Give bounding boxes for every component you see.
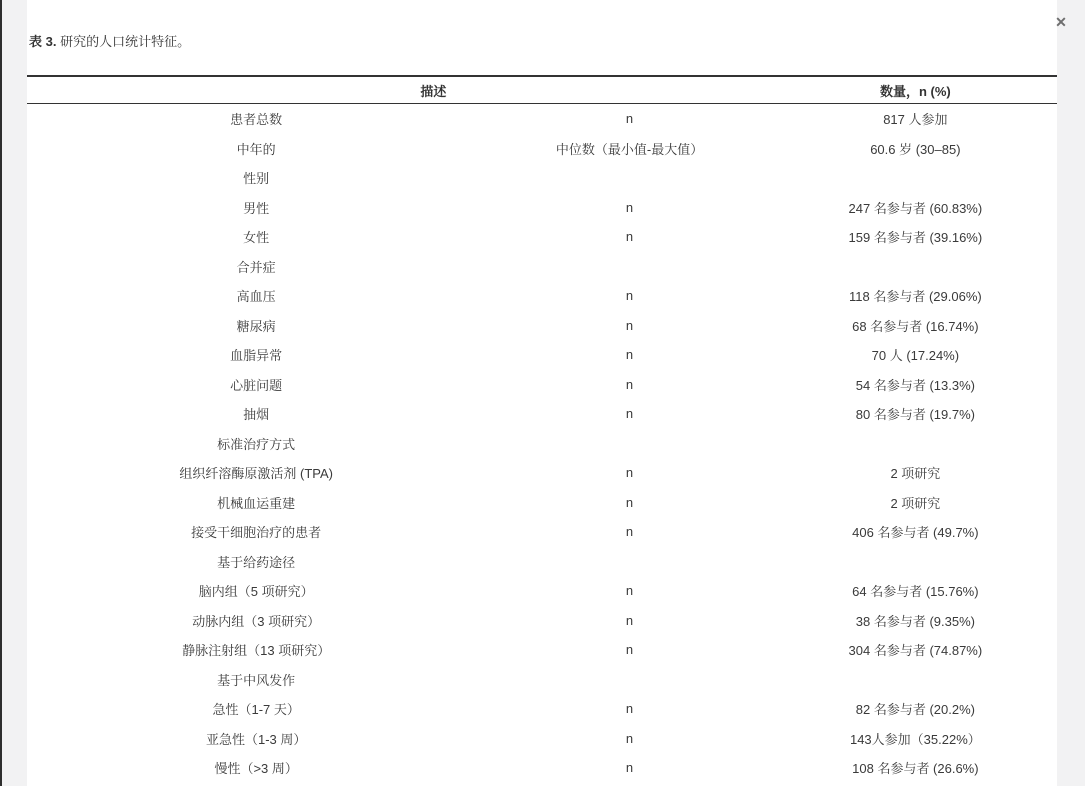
row-label: 急性（1-7 天） <box>212 702 300 718</box>
row-measure <box>485 252 773 282</box>
table-header <box>27 76 1057 104</box>
column-header-description: 描述 <box>27 76 774 104</box>
row-label: 接受干细胞治疗的患者 <box>191 525 322 541</box>
row-value: 143人参加（35.22%） <box>849 731 981 747</box>
close-button[interactable] <box>1048 10 1074 34</box>
row-measure <box>485 665 773 695</box>
row-label: 基于中风发作 <box>217 672 296 688</box>
table-row <box>27 458 1057 488</box>
table-row <box>27 340 1057 370</box>
table-caption-text: 研究的人口统计特征。 <box>56 34 191 49</box>
row-measure: n <box>625 494 634 510</box>
table-row <box>27 104 1057 134</box>
section-header-row <box>27 547 1057 577</box>
row-label: 高血压 <box>236 289 276 305</box>
table-row <box>27 517 1057 547</box>
row-label: 血脂异常 <box>230 348 283 364</box>
section-header-row <box>27 665 1057 695</box>
row-value: 2 项研究 <box>890 495 941 511</box>
row-label: 女性 <box>243 230 270 246</box>
row-value <box>774 665 1057 695</box>
row-label: 基于给药途径 <box>217 554 296 570</box>
header-row <box>27 76 1057 104</box>
row-measure: n <box>625 406 634 422</box>
table-row <box>27 399 1057 429</box>
row-measure: n <box>625 288 634 304</box>
row-value: 64 名参与者 (15.76%) <box>852 584 979 600</box>
table-row <box>27 193 1057 223</box>
row-value: 38 名参与者 (9.35%) <box>855 613 975 629</box>
row-measure: n <box>625 642 634 658</box>
row-measure: n <box>625 760 634 776</box>
table-row <box>27 635 1057 665</box>
table-caption <box>27 0 1057 49</box>
section-header-row <box>27 429 1057 459</box>
row-measure: n <box>625 317 634 333</box>
row-measure: 中位数（最小值-最大值） <box>555 141 704 157</box>
row-label: 脑内组（5 项研究） <box>198 584 314 600</box>
table-row <box>27 488 1057 518</box>
row-value: 159 名参与者 (39.16%) <box>848 230 983 246</box>
row-measure <box>485 547 773 577</box>
close-icon: ✕ <box>1055 14 1067 30</box>
row-label: 静脉注射组（13 项研究） <box>182 643 331 659</box>
content-panel <box>27 0 1057 786</box>
section-header-row <box>27 163 1057 193</box>
row-measure: n <box>625 465 634 481</box>
row-value: 247 名参与者 (60.83%) <box>848 200 983 216</box>
column-header-quantity: 数量，n (%) <box>774 76 1057 104</box>
table-row <box>27 370 1057 400</box>
row-measure: n <box>625 229 634 245</box>
window-left-border <box>0 0 2 786</box>
table-row <box>27 281 1057 311</box>
table-caption-number: 表 3. <box>29 34 57 49</box>
row-label: 性别 <box>243 171 270 187</box>
row-value: 118 名参与者 (29.06%) <box>849 289 982 305</box>
table-row <box>27 134 1057 164</box>
row-value: 54 名参与者 (13.3%) <box>855 377 975 393</box>
row-measure: n <box>625 347 634 363</box>
row-measure: n <box>625 730 634 746</box>
row-value: 2 项研究 <box>890 466 941 482</box>
row-measure: n <box>625 583 634 599</box>
row-value: 304 名参与者 (74.87%) <box>848 643 983 659</box>
demographics-table <box>27 75 1057 783</box>
table-row <box>27 724 1057 754</box>
row-value: 108 名参与者 (26.6%) <box>852 761 979 777</box>
row-label: 抽烟 <box>243 407 270 423</box>
row-label: 中年的 <box>236 141 276 157</box>
row-label: 机械血运重建 <box>217 495 296 511</box>
row-measure: n <box>625 111 634 127</box>
row-measure: n <box>625 612 634 628</box>
row-value <box>774 547 1057 577</box>
row-value: 817 人参加 <box>883 112 948 128</box>
table-row <box>27 222 1057 252</box>
row-measure: n <box>625 376 634 392</box>
row-value: 80 名参与者 (19.7%) <box>855 407 975 423</box>
row-measure: n <box>625 199 634 215</box>
row-label: 亚急性（1-3 周） <box>205 731 307 747</box>
row-measure <box>485 163 773 193</box>
table-row <box>27 753 1057 783</box>
row-value: 70 人 (17.24%) <box>871 348 960 364</box>
row-value: 82 名参与者 (20.2%) <box>855 702 975 718</box>
row-label: 标准治疗方式 <box>217 436 296 452</box>
row-label: 患者总数 <box>230 112 283 128</box>
row-label: 动脉内组（3 项研究） <box>192 613 321 629</box>
row-label: 合并症 <box>236 259 276 275</box>
section-header-row <box>27 252 1057 282</box>
row-measure: n <box>625 701 634 717</box>
table-row <box>27 694 1057 724</box>
row-label: 组织纤溶酶原激活剂 (TPA) <box>179 466 333 482</box>
table-row <box>27 576 1057 606</box>
row-measure <box>485 429 773 459</box>
row-value: 60.6 岁 (30–85) <box>870 141 961 157</box>
table-row <box>27 311 1057 341</box>
row-label: 心脏问题 <box>230 377 283 393</box>
row-value <box>774 429 1057 459</box>
row-value <box>774 163 1057 193</box>
row-label: 慢性（>3 周） <box>214 761 298 777</box>
row-value <box>774 252 1057 282</box>
row-measure: n <box>625 524 634 540</box>
row-label: 糖尿病 <box>236 318 276 334</box>
row-value: 406 名参与者 (49.7%) <box>852 525 979 541</box>
table-body <box>27 104 1057 783</box>
table-row <box>27 606 1057 636</box>
row-value: 68 名参与者 (16.74%) <box>852 318 979 334</box>
row-label: 男性 <box>243 200 270 216</box>
